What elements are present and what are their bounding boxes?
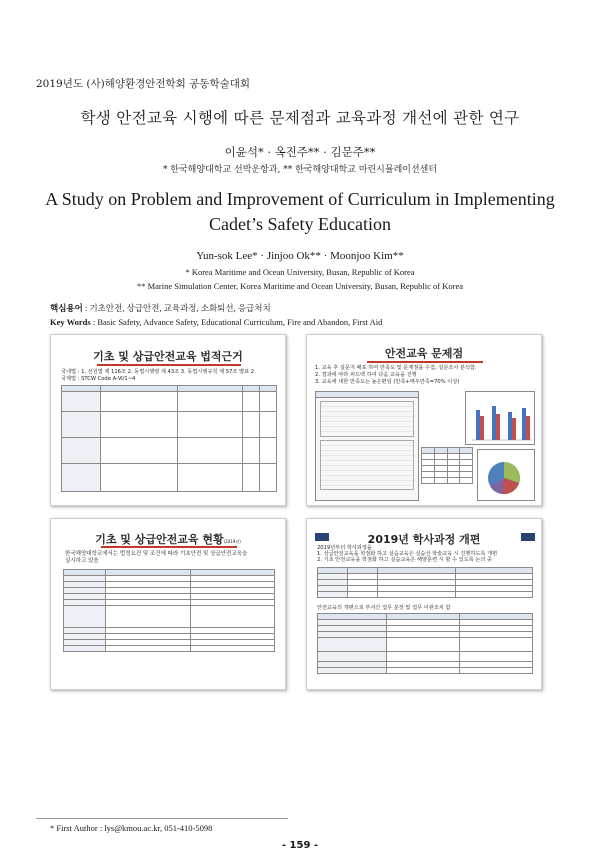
title-en-line1: A Study on Problem and Improvement of Curriculum in Implementing: [45, 189, 555, 209]
slide-line: 국제법 : STCW Code A-Ⅵ/1~4: [61, 376, 136, 382]
affiliation-english-2: ** Marine Simulation Center, Korea Maritime and Ocean University, Busan, Republic of Korea: [136, 281, 464, 291]
slide-line: 1. 상급안전교육을 학점화 하고 실습교육은 실습선 학술교육 시 진행하도록 개편: [317, 551, 498, 557]
curriculum-table: [317, 567, 533, 598]
paper-title-korean: 학생 안전교육 시행에 따른 문제점과 교육과정 개선에 관한 연구: [80, 109, 520, 127]
page-number: - 159 -: [281, 840, 319, 848]
slide-title: 기초 및 상급안전교육 법적근거: [93, 350, 243, 363]
keywords-korean: [50, 302, 271, 314]
title-underline: [97, 364, 241, 366]
legal-basis-table: [61, 385, 277, 492]
footnote-divider: [36, 818, 288, 819]
pie-chart-image: [477, 449, 535, 501]
conference-header: 2019년도 (사)해양환경안전학회 공동학술대회: [36, 78, 251, 90]
affiliation-korean: * 한국해양대학교 선박운항과, ** 한국해양대학교 마린시뮬레이션센터: [162, 165, 438, 175]
authors-korean: 이윤석* · 옥진주** · 김문주**: [224, 145, 376, 159]
title-underline: [101, 546, 237, 548]
slide-line: 2. 기초 안전교육을 학점화 하고 실습교육은 해양훈련 시 할 수 있도록 논의 중: [317, 557, 493, 563]
paper-title-english: [40, 187, 560, 237]
slide-title: 2019년 학사과정 개편: [367, 533, 481, 546]
keywords-en-label: Key Words: [50, 317, 91, 327]
keywords-en-text: : Basic Safety, Advance Safety, Educational Curriculum, Fire and Abandon, First Aid: [90, 317, 383, 327]
slide-title-text: 기초 및 상급안전교육 현황: [95, 533, 224, 546]
keywords-ko-text: : 기초안전, 상급안전, 교육과정, 소화퇴선, 응급처치: [82, 303, 271, 313]
pie-chart-svg: [478, 450, 536, 502]
slide-legal-basis: [50, 334, 286, 506]
title-en-line2: Cadet’s Safety Education: [209, 214, 391, 234]
slide-line: 한국해양대학교에서는 법정요건 및 조건에 따라 기초안전 및 상급안전교육을: [65, 551, 248, 557]
bar-chart-image: [465, 391, 535, 445]
slide-curriculum-reform: [306, 518, 542, 690]
footnote-author: * First Author : lys@kmou.ac.kr, 051-410-5098: [50, 823, 213, 833]
slide-line: 국내법 : 1. 선원법 제 116조 2. 동법시행령 제 43조 3. 동법시행규칙 제 57조 별표 2: [61, 369, 255, 375]
slide-line: 3. 교육에 대한 만족도는 높은편임 (만족+매우만족=70% 이상): [315, 379, 460, 385]
slide-problems: [306, 334, 542, 506]
survey-result-table: [421, 447, 473, 484]
department-duty-table: [317, 613, 533, 674]
slide-line: 1. 교육 후 설문지 배포 하여 만족도 및 문제점을 수집, 설문조사 분석함.: [315, 365, 477, 371]
keywords-ko-label: 핵심용어: [50, 303, 83, 313]
title-underline: [367, 361, 483, 363]
authors-english: Yun-sok Lee* · Jinjoo Ok** · Moonjoo Kim**: [196, 250, 404, 262]
survey-sheet-image: [315, 391, 419, 501]
slide-line: 2019년부터 학사과정을: [317, 545, 372, 551]
slide-line: 실시하고 있음: [65, 558, 99, 564]
slide-current-status: [50, 518, 286, 690]
affiliation-english-1: * Korea Maritime and Ocean University, Busan, Republic of Korea: [185, 267, 415, 277]
training-status-table: [63, 569, 275, 652]
slide-title-note: (2019년): [223, 539, 241, 544]
slide-title: [51, 531, 285, 547]
table-caption: 안전교육의 개편으로 부서간 업무 분장 및 업무 이관조치 함: [317, 605, 451, 611]
bar-chart-svg: [466, 392, 536, 446]
slide-line: 2. 결과에 따라 피드백 하여 다음 교육을 진행: [315, 372, 417, 378]
slide-title: 안전교육 문제점: [384, 347, 464, 360]
keywords-english: [50, 317, 382, 327]
